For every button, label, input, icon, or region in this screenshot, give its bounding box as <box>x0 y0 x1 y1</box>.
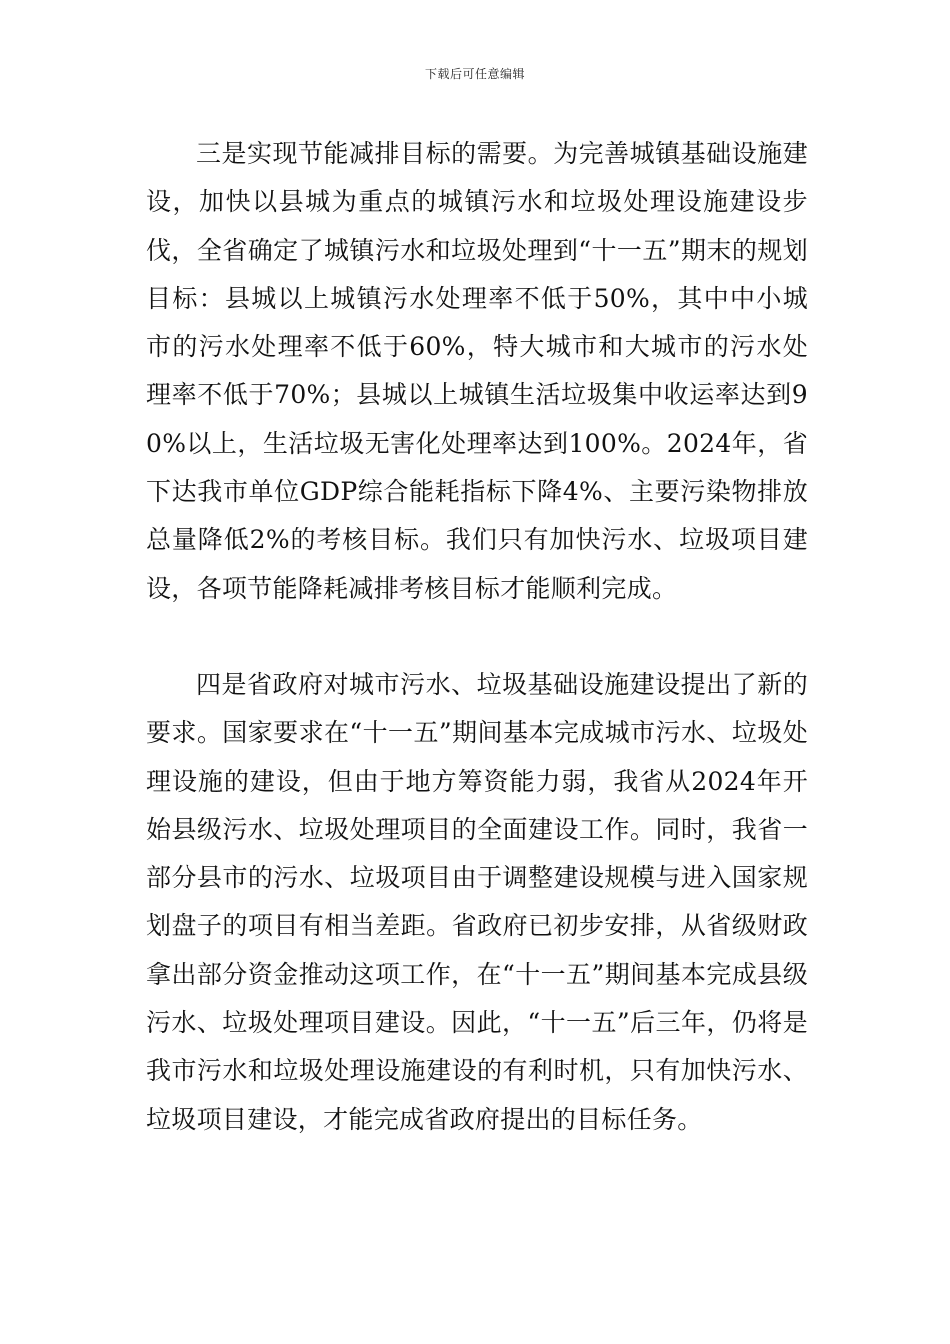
paragraph-provincial-requirements: 四是省政府对城市污水、垃圾基础设施建设提出了新的要求。国家要求在“十一五”期间基本完成城市污水、垃圾处理设施的建设，但由于地方筹资能力弱，我省从2024年开始县级污水、垃圾处理项目的全面建设工作。同时，我省一部分县市的污水、垃圾项目由于调整建设规模与进入国家规划盘子的项目有相当差距。省政府已初步安排，从省级财政拿出部分资金推动这项工作，在“十一五”期间基本完成县级污水、垃圾处理项目建设。因此，“十一五”后三年，仍将是我市污水和垃圾处理设施建设的有利时机，只有加快污水、垃圾项目建设，才能完成省政府提出的目标任务。 <box>146 669 808 1134</box>
page-header: 下载后可任意编辑 <box>424 67 525 81</box>
document-body <box>146 130 808 1144</box>
paragraph-energy-saving-goal: 三是实现节能减排目标的需要。为完善城镇基础设施建设，加快以县城为重点的城镇污水和垃圾处理设施建设步伐，全省确定了城镇污水和垃圾处理到“十一五”期末的规划目标：县城以上城镇污水处理率不低于50%，其中中小城市的污水处理率不低于60%，特大城市和大城市的污水处理率不低于70%；县城以上城镇生活垃圾集中收运率达到90%以上，生活垃圾无害化处理率达到100%。2024年，省下达我市单位GDP综合能耗指标下降4%、主要污染物排放总量降低2%的考核目标。我们只有加快污水、垃圾项目建设，各项节能降耗减排考核目标才能顺利完成。 <box>146 139 808 603</box>
